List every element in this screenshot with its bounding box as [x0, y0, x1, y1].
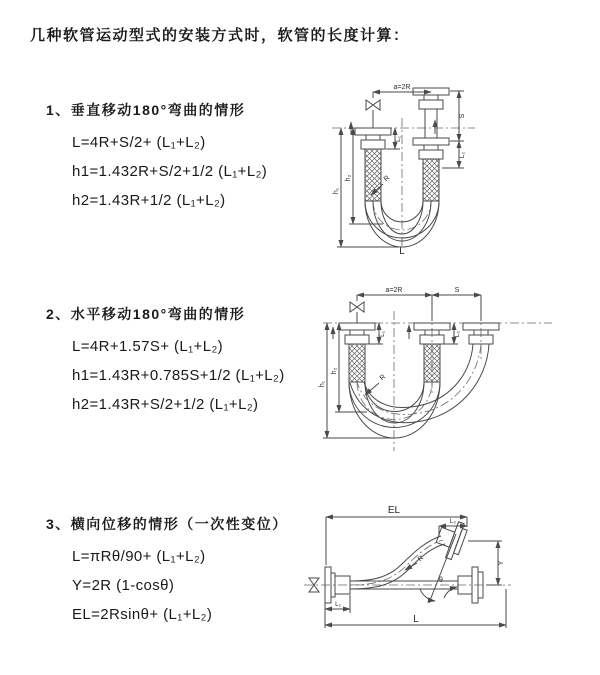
l-dimension-label: L: [413, 614, 419, 625]
l2-dimension-label: L₂: [449, 518, 457, 525]
braided-hose-section: [424, 344, 440, 382]
section-1-heading: 1、垂直移动180°弯曲的情形: [46, 102, 246, 118]
right-fitting-lower: [413, 138, 449, 201]
l1-dimension-label: L₁: [395, 136, 402, 142]
h1-dimension-label: h₁: [319, 380, 326, 388]
diagram-vertical-180-bend: [307, 76, 597, 256]
valve-icon: [366, 100, 380, 128]
section-horizontal-180: [46, 304, 285, 425]
hose-displaced-bend: [350, 344, 489, 423]
formula-length: L=πRθ/90+ (L₁+L₂): [72, 548, 206, 565]
formula-length: L=4R+S/2+ (L₁+L₂): [72, 134, 206, 151]
diagram-horizontal-180-bend: [307, 281, 597, 461]
section-vertical-180: [46, 100, 267, 221]
l2-dimension-label: L₂: [454, 330, 461, 338]
formula-h2: h2=1.43R+S/2+1/2 (L₁+L₂): [72, 396, 259, 413]
l1-dimension-label: L₁: [335, 601, 341, 608]
theta-label: θ: [439, 577, 443, 584]
radius-leader-line: [405, 563, 417, 570]
page-title: 几种软管运动型式的安装方式时，软管的长度计算：: [30, 27, 410, 44]
valve-icon: [350, 302, 364, 323]
formula-el: EL=2Rsinθ+ (L₁+L₂): [72, 606, 213, 623]
l1-dimension-label: L₁: [379, 331, 386, 337]
radius-label: R: [378, 373, 388, 383]
formula-h2: h2=1.43R+1/2 (L₁+L₂): [72, 192, 226, 209]
h2-dimension-label: h₂: [345, 174, 352, 182]
left-hose-fitting: [339, 323, 375, 382]
y-dimension-label: Y: [498, 560, 505, 566]
s-dimension-label: S: [454, 287, 460, 294]
a-dimension-label: a=2R: [385, 287, 403, 294]
braided-hose-section: [349, 344, 365, 382]
bend-angle-construction: [420, 534, 457, 603]
hose-u-bend: [349, 382, 440, 438]
section-2-heading: 2、水平移动180°弯曲的情形: [46, 306, 246, 322]
diagram-lateral-displacement: [296, 489, 600, 649]
section-3-heading: 3、横向位移的情形（一次性变位）: [46, 516, 288, 532]
l2-dimension-label: L₂: [459, 151, 466, 159]
radius-label: R: [382, 174, 392, 184]
braided-hose-section: [423, 159, 439, 201]
radius-label: R: [416, 554, 426, 564]
right-fitting-raised: [413, 88, 449, 138]
left-hose-fitting: [355, 128, 391, 201]
formula-h1: h1=1.43R+0.785S+1/2 (L₁+L₂): [72, 367, 285, 384]
formula-length: L=4R+1.57S+ (L₁+L₂): [72, 338, 224, 355]
h2-dimension-label: h₂: [331, 367, 338, 375]
s-dimension-label: S: [459, 113, 466, 119]
formula-y: Y=2R (1-cosθ): [72, 577, 175, 594]
formula-h1: h1=1.432R+S/2+1/2 (L₁+L₂): [72, 163, 268, 180]
section-lateral-displacement: [46, 514, 288, 635]
length-label: L: [399, 246, 405, 256]
a-dimension-label: a=2R: [393, 84, 411, 91]
h1-dimension-label: h₁: [333, 187, 340, 195]
el-dimension-label: EL: [387, 505, 401, 516]
